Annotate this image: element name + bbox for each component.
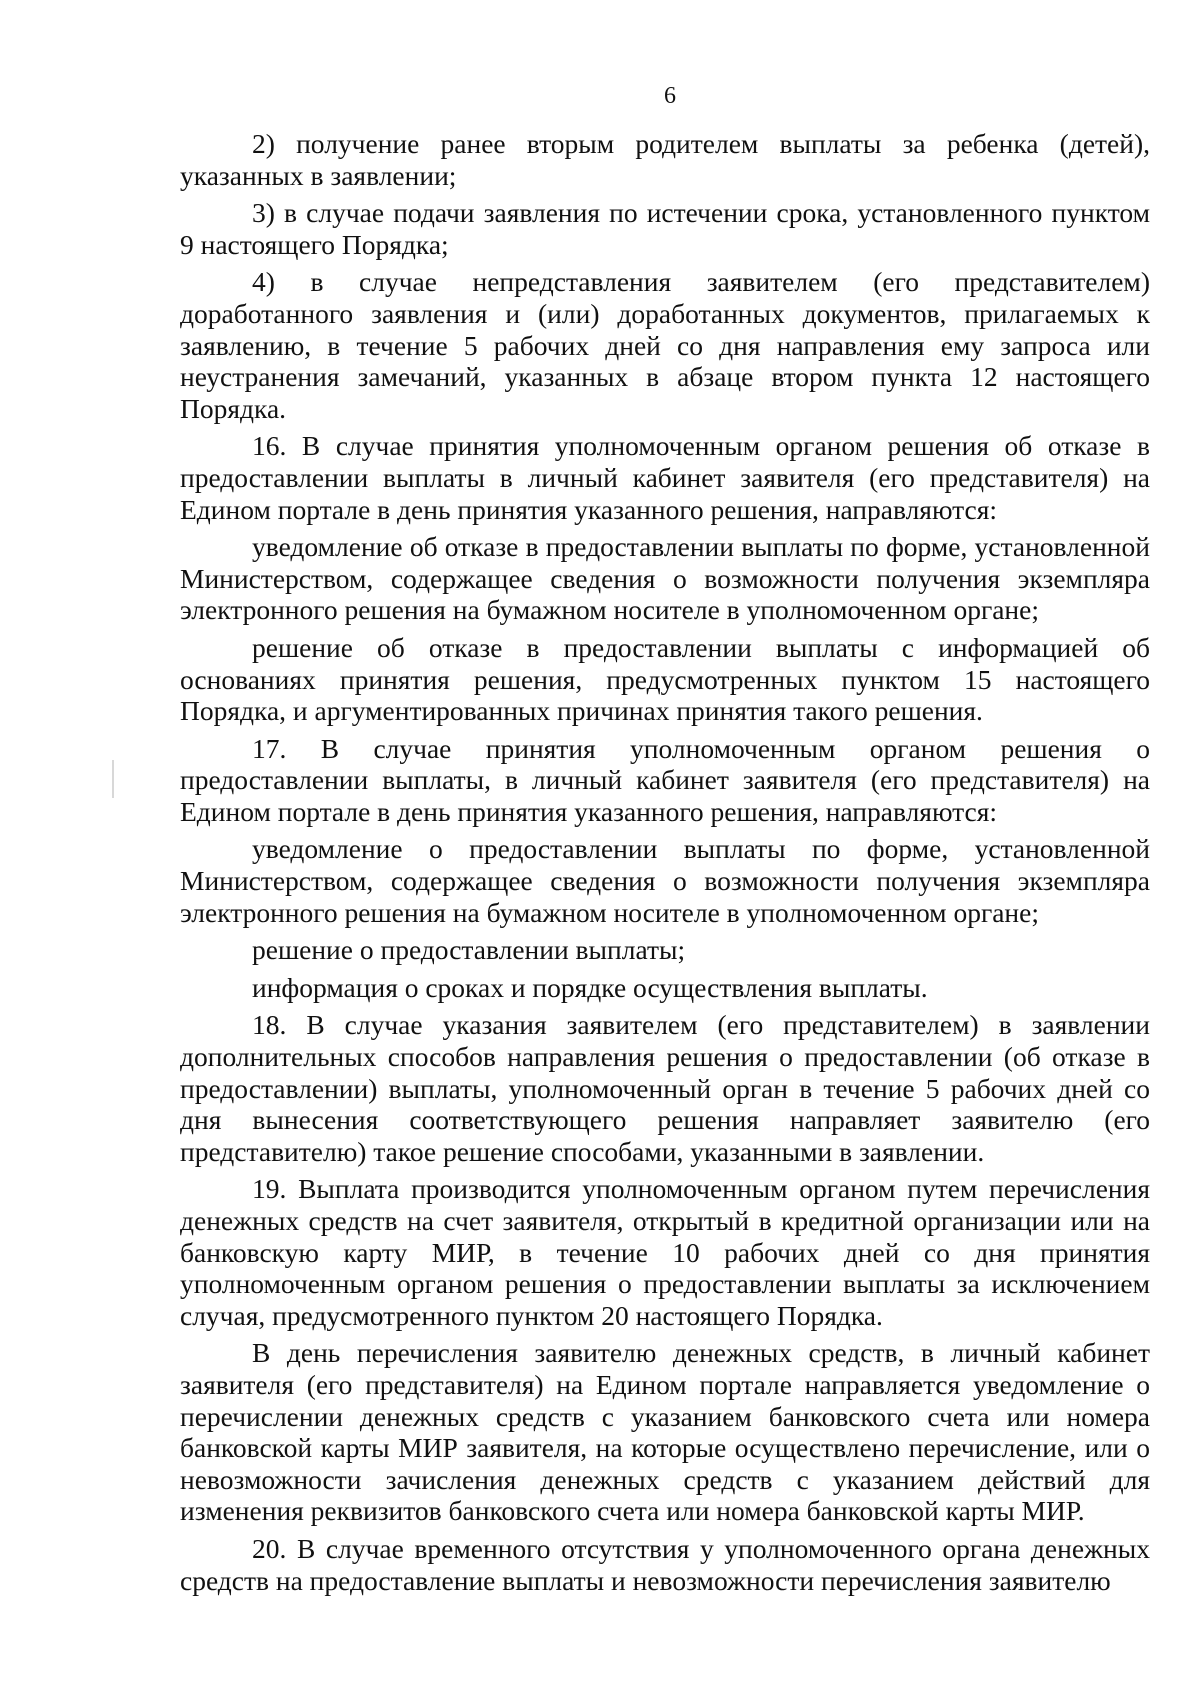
paragraph-19: 19. Выплата производится уполномоченным органом путем перечисления денежных средств на счет заявителя, открытый в кредитной организации или на банковскую карту МИР, в течение 10 рабочих дней со дня принятия уполномоченным органом решения о предоставлении выплаты за исключением случая, предусмотренного пунктом 20 настоящего Порядка.	[180, 1173, 1150, 1331]
document-body	[180, 128, 1150, 1596]
paragraph-16: 16. В случае принятия уполномоченным органом решения об отказе в предоставлении выплаты в личный кабинет заявителя (его представителя) на Едином портале в день принятия указанного решения, направляются:	[180, 430, 1150, 525]
page-number: 6	[664, 83, 676, 109]
paragraph-17-decision: решение о предоставлении выплаты;	[252, 934, 686, 966]
paragraph-16-notice: уведомление об отказе в предоставлении выплаты по форме, установленной Министерством, содержащее сведения о возможности получения экземпляра электронного решения на бумажном носителе в уполномоченном органе;	[180, 531, 1150, 626]
paragraph-16-decision: решение об отказе в предоставлении выплаты с информацией об основаниях принятия решения, предусмотренных пунктом 15 настоящего Порядка, и аргументированных причинах принятия такого решения.	[180, 631, 1150, 727]
paragraph-17: 17. В случае принятия уполномоченным органом решения о предоставлении выплаты, в личный кабинет заявителя (его представителя) на Едином портале в день принятия указанного решения, направляются:	[180, 732, 1150, 827]
scan-artifact	[112, 760, 114, 798]
paragraph-item-2: 2) получение ранее вторым родителем выплаты за ребенка (детей), указанных в заявлении;	[180, 128, 1150, 191]
paragraph-20: 20. В случае временного отсутствия у уполномоченного органа денежных средств на предоставление выплаты и невозможности перечисления заявителю	[180, 1532, 1150, 1596]
paragraph-17-information: информация о сроках и порядке осуществления выплаты.	[252, 971, 928, 1003]
paragraph-17-notice: уведомление о предоставлении выплаты по форме, установленной Министерством, содержащее сведения о возможности получения экземпляра электронного решения на бумажном носителе в уполномоченном органе;	[180, 833, 1150, 928]
paragraph-18: 18. В случае указания заявителем (его представителем) в заявлении дополнительных способов направления решения о предоставлении (об отказе в предоставлении) выплаты, уполномоченный орган в течение 5 рабочих дней со дня вынесения соответствующего решения направляет заявителю (его представителю) такое решение способами, указанными в заявлении.	[180, 1009, 1150, 1167]
paragraph-19-notice: В день перечисления заявителю денежных средств, в личный кабинет заявителя (его представителя) на Едином портале направляется уведомление о перечислении денежных средств с указанием банковского счета или номера банковской карты МИР заявителя, на которые осуществлено перечисление, или о невозможности зачисления денежных средств с указанием действий для изменения реквизитов банковского счета или номера банковской карты МИР.	[180, 1337, 1150, 1527]
paragraph-item-3: 3) в случае подачи заявления по истечении срока, установленного пунктом 9 настоящего Порядка;	[180, 197, 1150, 260]
paragraph-item-4: 4) в случае непредставления заявителем (его представителем) доработанного заявления и (или) доработанных документов, прилагаемых к заявлению, в течение 5 рабочих дней со дня направления ему запроса или неустранения замечаний, указанных в абзаце втором пункта 12 настоящего Порядка.	[180, 266, 1150, 424]
